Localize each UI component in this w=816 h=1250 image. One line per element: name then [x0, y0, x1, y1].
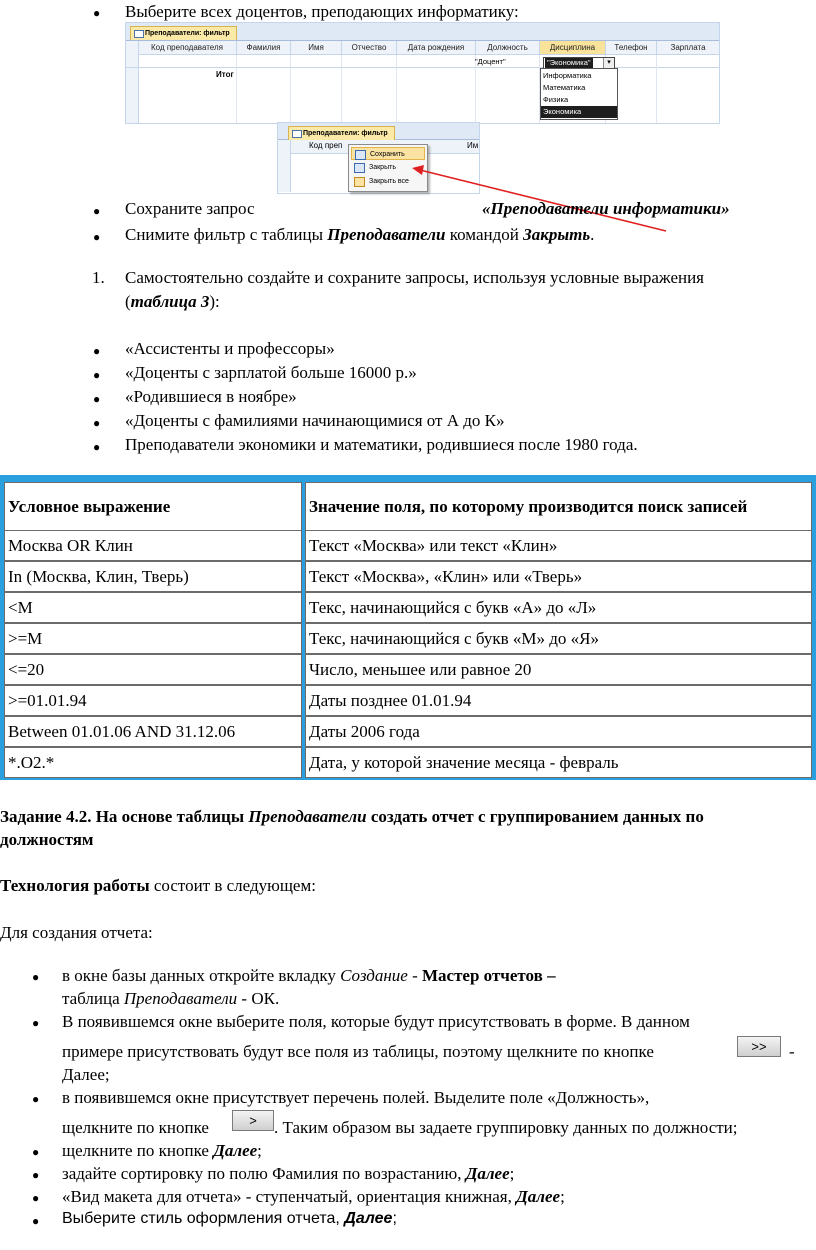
grid-line	[290, 55, 291, 123]
save-query-text: Сохраните запрос	[125, 199, 255, 218]
table-cell: >=01.01.94	[4, 685, 302, 716]
table-cell: Текс, начинающийся с букв «М» до «Я»	[305, 623, 812, 654]
query-item: «Ассистенты и профессоры»	[125, 339, 335, 358]
table-cell: Between 01.01.06 AND 31.12.06	[4, 716, 302, 747]
dash: -	[789, 1042, 795, 1061]
table-cell: *.О2.*	[4, 747, 302, 778]
text-part: ;	[560, 1187, 565, 1206]
table-icon	[134, 30, 144, 38]
table-header-cell: Условное выражение	[4, 482, 302, 532]
text-part: ;	[257, 1141, 262, 1160]
bullet-dot: ●	[32, 1016, 40, 1030]
dropdown-option[interactable]: Информатика	[543, 71, 592, 80]
text-part: Задание 4.2. На основе таблицы	[0, 807, 249, 826]
grid-line	[236, 55, 237, 123]
tab-filter[interactable]	[130, 26, 237, 40]
query-item: «Доценты с фамилиями начинающимися от А до К»	[125, 411, 505, 430]
chevron-down-icon[interactable]: ▾	[603, 58, 614, 68]
top-bullet-text: Выберите всех доцентов, преподающих информатику:	[125, 2, 519, 21]
report-step-1-line2	[62, 989, 279, 1009]
dropdown-option-selected[interactable]: Экономика	[541, 106, 617, 118]
table-header-cell: Значение поля, по которому производится поиск записей	[305, 482, 812, 532]
combo-value: "Экономика"	[547, 58, 591, 67]
bullet-dot: ●	[93, 416, 101, 430]
bullet-dot: ●	[93, 392, 101, 406]
col-header[interactable]: Отчество	[342, 41, 397, 54]
next-label: Далее	[213, 1141, 258, 1160]
table-cell: Дата, у которой значение месяца - февраль	[305, 747, 812, 778]
remove-filter-text: Снимите фильтр с таблицы Преподаватели командой Закрыть.	[125, 225, 595, 244]
move-all-button[interactable]: >>	[737, 1036, 781, 1057]
report-step-2-line2: примере присутствовать будут все поля из таблицы, поэтому щелкните по кнопке	[62, 1042, 654, 1061]
total-label: Итог	[216, 70, 234, 79]
query-item: «Родившиеся в ноябре»	[125, 387, 297, 406]
menu-item-label: Закрыть все	[369, 178, 409, 185]
table-cell: <=20	[4, 654, 302, 685]
col-header[interactable]: Зарплата	[670, 43, 706, 52]
close-all-icon	[354, 177, 365, 187]
table-cell: Текс, начинающийся с букв «А» до «Л»	[305, 592, 812, 623]
criteria-position[interactable]: "Доцент"	[475, 57, 506, 66]
list-number: 1.	[92, 268, 105, 287]
tech-bold: Технология работы	[0, 876, 150, 895]
menu-item-label: Закрыть	[369, 164, 396, 171]
table-cell: Число, меньшее или равное 20	[305, 654, 812, 685]
dropdown-option[interactable]: Физика	[543, 95, 569, 104]
row-selector-column	[126, 41, 139, 123]
next-label: Далее	[344, 1210, 393, 1227]
table-name: Преподаватели	[248, 807, 367, 826]
wizard-name: Мастер отчетов –	[421, 966, 556, 985]
bullet-dot: ●	[93, 230, 101, 244]
tech-line	[0, 876, 316, 896]
text-part: щелкните по кнопке	[62, 1141, 214, 1160]
col-header[interactable]: Имя	[291, 41, 342, 54]
text-part: Снимите фильтр с таблицы	[125, 225, 328, 244]
report-step-5	[62, 1164, 514, 1184]
move-one-button[interactable]: >	[232, 1110, 274, 1131]
command-name: Закрыть	[523, 225, 591, 244]
text-part: (	[125, 292, 131, 311]
bullet-dot: ●	[93, 440, 101, 454]
table-name: Преподаватели	[327, 225, 446, 244]
col-header[interactable]: Телефон	[606, 41, 657, 54]
row-selector-column	[278, 140, 291, 192]
red-arrow	[400, 160, 670, 235]
table-cell: In (Москва, Клин, Тверь)	[4, 561, 302, 592]
criteria-row	[126, 55, 719, 68]
table-cell: Москва OR Клин	[4, 530, 302, 561]
report-step-2-line1: В появившемся окне выберите поля, которые будут присутствовать в форме. В данном	[62, 1012, 690, 1031]
report-step-3-line2b: . Таким образом вы задаете группировку данных по должности;	[274, 1118, 738, 1137]
bullet-dot: ●	[32, 1092, 40, 1106]
report-step-3-line2a: щелкните по кнопке	[62, 1118, 209, 1137]
table-icon	[292, 130, 302, 138]
text-part: создать отчет с группированием данных по	[366, 807, 704, 826]
grid-line	[656, 55, 657, 123]
text-part: - ОК.	[237, 989, 280, 1008]
menu-item-label: Сохранить	[370, 151, 405, 158]
text-part: ;	[509, 1164, 515, 1183]
tab-bar	[126, 23, 719, 41]
col-header[interactable]: Дата рождения	[397, 41, 476, 54]
bullet-dot: ●	[93, 344, 101, 358]
col-header[interactable]: Им	[467, 141, 479, 150]
numbered-item-line1: Самостоятельно создайте и сохраните запросы, используя условные выражения	[125, 268, 705, 287]
grid-line	[396, 55, 397, 123]
discipline-dropdown[interactable]	[540, 68, 618, 120]
report-step-7	[62, 1210, 397, 1228]
bullet-dot: ●	[32, 1168, 40, 1182]
text-part: -	[407, 966, 422, 985]
task-title-line2: должностям	[0, 830, 94, 849]
tab-filter[interactable]	[288, 126, 395, 140]
report-step-2-line3: Далее;	[62, 1065, 110, 1084]
bullet-dot: ●	[93, 368, 101, 382]
table-cell: >=M	[4, 623, 302, 654]
table-cell: Даты 2006 года	[305, 716, 812, 747]
table-cell: Текст «Москва» или текст «Клин»	[305, 530, 812, 561]
report-step-4	[62, 1141, 262, 1161]
text-part: таблица	[62, 989, 124, 1008]
report-step-6	[62, 1187, 565, 1207]
table-cell: <M	[4, 592, 302, 623]
tab-bar	[278, 123, 479, 140]
save-query-name: «Преподаватели информатики»	[482, 199, 730, 218]
bullet-dot: ●	[32, 1191, 40, 1205]
query-item: Преподаватели экономики и математики, родившиеся после 1980 года.	[125, 435, 638, 454]
text-part: Выберите стиль оформления отчета,	[62, 1210, 345, 1227]
text-part: задайте сортировку по полю Фамилия по возрастанию,	[62, 1164, 466, 1183]
text-part: ):	[209, 292, 220, 311]
table-ref: таблица 3	[130, 292, 210, 311]
next-label: Далее	[516, 1187, 561, 1206]
table-cell: Текст «Москва», «Клин» или «Тверь»	[305, 561, 812, 592]
col-header[interactable]: Должность	[476, 41, 540, 54]
save-icon	[355, 150, 366, 160]
tab-label: Преподаватели: фильтр	[303, 130, 388, 137]
bullet-dot: ●	[32, 1214, 40, 1228]
grid-header-row	[126, 41, 719, 55]
bullet-dot: ●	[93, 204, 101, 218]
text-part: в окне базы данных откройте вкладку	[62, 966, 341, 985]
report-step-1	[62, 966, 556, 986]
text-part: состоит в следующем:	[149, 876, 316, 895]
bullet-dot: ●	[93, 6, 101, 20]
dropdown-option[interactable]: Математика	[543, 83, 586, 92]
tab-label: Преподаватели: фильтр	[145, 30, 230, 37]
text-part: командой	[445, 225, 524, 244]
col-header-selected[interactable]: Дисциплина	[540, 41, 606, 54]
col-header[interactable]: Код преподавателя	[138, 41, 237, 54]
numbered-item-line2	[125, 292, 220, 312]
close-window-icon	[354, 163, 365, 173]
conditions-table	[0, 475, 816, 780]
next-label: Далее	[465, 1164, 510, 1183]
create-report-line: Для создания отчета:	[0, 923, 153, 942]
bullet-dot: ●	[32, 970, 40, 984]
col-header[interactable]: Код преп	[309, 141, 343, 150]
tab-name: Создание	[340, 966, 408, 985]
grid-line	[341, 55, 342, 123]
query-item: «Доценты с зарплатой больше 16000 р.»	[125, 363, 417, 382]
menu-item-save[interactable]	[351, 147, 425, 160]
access-filter-grid	[125, 22, 720, 124]
table-cell: Даты позднее 01.01.94	[305, 685, 812, 716]
table-name: Преподаватели	[123, 989, 238, 1008]
text-part: ;	[392, 1210, 397, 1227]
report-step-3-line1: в появившемся окне присутствует перечень полей. Выделите поле «Должность»,	[62, 1088, 650, 1107]
text-part: «Вид макета для отчета» - ступенчатый, ориентация книжная,	[62, 1187, 517, 1206]
bullet-dot: ●	[32, 1145, 40, 1159]
task-title	[0, 807, 704, 827]
col-header[interactable]: Фамилия	[237, 41, 291, 54]
